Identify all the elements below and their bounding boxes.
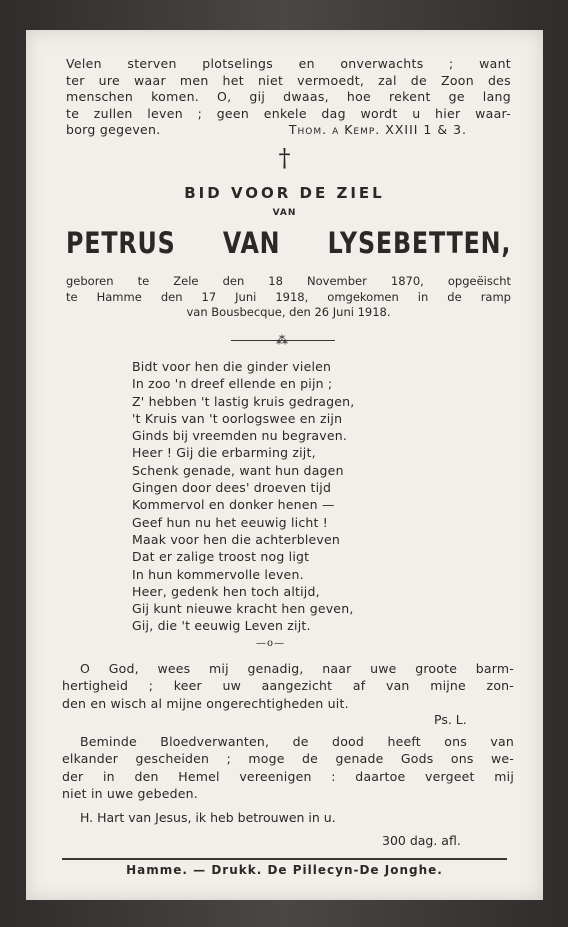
ornament-icon: ⁂ [276, 333, 288, 347]
prayer-heading: BID VOOR DE ZIEL [184, 184, 385, 202]
psalm-prayer [62, 660, 514, 712]
family-line: elkander gescheiden ; moge de genade Gods ons we- [62, 751, 514, 767]
quote-last-line [66, 122, 511, 139]
poem-line: 't Kruis van 't oorlogswee en zijn [132, 410, 343, 426]
family-line: niet in uwe gebeden. [62, 785, 198, 801]
poem-line: In zoo 'n dreef ellende en pijn ; [132, 376, 333, 392]
poem-line: Maak voor hen die achterbleven [132, 531, 340, 547]
life-details [66, 274, 511, 321]
family-message [62, 733, 514, 802]
quote-line: ter ure waar men het niet vermoedt, zal de Zoon des [66, 72, 511, 88]
poem-line: Heer ! Gij die erbarming zijt, [132, 445, 316, 461]
poem-line: Z' hebben 't lastig kruis gedragen, [132, 393, 355, 409]
quote-line: te zullen leven ; geen enkele dag wordt u hier waar- [66, 105, 511, 121]
poem-line: Gij, die 't eeuwig Leven zijt. [132, 618, 311, 634]
memorial-card [26, 30, 543, 900]
poem-line: Gingen door dees' droeven tijd [132, 480, 332, 496]
life-line: geboren te Zele den 18 November 1870, opgeëischt [66, 274, 511, 288]
quote-line: menschen komen. O, gij dwaas, hoe rekent ge lang [66, 89, 511, 105]
poem-line: Dat er zalige troost nog ligt [132, 549, 310, 565]
family-line: Beminde Bloedverwanten, de dood heeft ons van [80, 734, 514, 749]
poem-line: Schenk genade, want hun dagen [132, 462, 344, 478]
sacred-heart-invocation: H. Hart van Jesus, ik heb betrouwen in u. [80, 810, 336, 825]
van-label: VAN [272, 208, 297, 218]
poem-line: Geef hun nu het eeuwig licht ! [132, 514, 329, 530]
opening-quote [66, 56, 511, 139]
deceased-name: PETRUS VAN LYSEBETTEN, [66, 226, 512, 260]
life-line: te Hamme den 17 Juni 1918, omgekomen in de ramp [66, 289, 511, 304]
family-line: der in den Hemel vereenigen : daartoe vergeet mij [62, 768, 514, 784]
psalm-source: Ps. L. [434, 712, 467, 727]
prayer-line: O God, wees mij genadig, naar uwe groote barm- [80, 661, 514, 676]
poem [132, 358, 354, 635]
poem-line: Heer, gedenk hen toch altijd, [132, 583, 320, 599]
small-divider: —o— [256, 638, 286, 649]
life-line: van Bousbecque, den 26 Juni 1918. [186, 305, 391, 319]
prayer-line: hertigheid ; keer uw aangezicht af van mijne zon- [62, 678, 514, 694]
poem-line: Kommervol en donker henen — [132, 497, 335, 513]
indulgence-note: 300 dag. afl. [382, 833, 461, 848]
printer-credit: Hamme. — Drukk. De Pillecyn-De Jonghe. [126, 863, 443, 877]
quote-source: Thom. a Kemp. XXIII 1 & 3. [288, 122, 467, 138]
poem-line: Bidt voor hen die ginder vielen [132, 359, 332, 374]
poem-line: In hun kommervolle leven. [132, 566, 304, 582]
poem-line: Ginds bij vreemden nu begraven. [132, 428, 348, 444]
prayer-line: den en wisch al mijne ongerechtigheden uit. [62, 695, 349, 711]
bottom-rule [62, 858, 507, 860]
poem-line: Gij kunt nieuwe kracht hen geven, [132, 601, 354, 617]
cross-icon: † [278, 144, 291, 172]
quote-line: Velen sterven plotselings en onverwachts ; want [66, 56, 511, 71]
quote-line: borg gegeven. [66, 122, 161, 138]
